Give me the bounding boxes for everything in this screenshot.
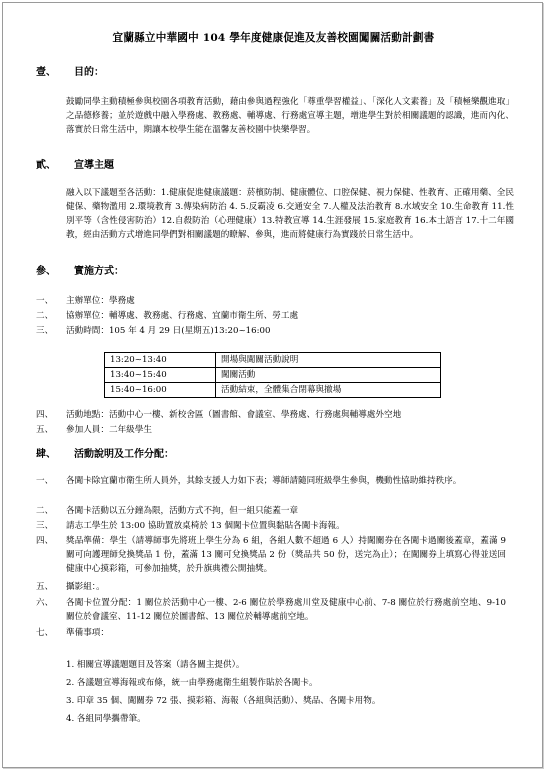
section-2-heading xyxy=(36,159,114,173)
activity-cell: 闖關活動 xyxy=(216,368,441,383)
list-item: 四、 活動地點：活動中心一樓、新校舍區（圖書館、會議室、學務處、行務處與輔導處外空地 xyxy=(36,410,402,420)
section-1-heading xyxy=(36,66,104,80)
section-1-body: 鼓勵同學主動積極參與校園各項教育活動，藉由參與過程強化「尊重學習權益」、「深化人文素養」及「積極樂觀進取」之品德修養；並於遊戲中融入學務處、教務處、輔導處、行務處宣導主題，增進學生對於相關議題的認識，進而內化、落實於日常生活中，期讓本校學生能在溫馨友善校園中快樂學習。 xyxy=(66,97,514,135)
list-item: 七、 準備事項： xyxy=(36,628,109,638)
schedule-table xyxy=(104,352,441,398)
section-title: 宣導主題 xyxy=(74,160,114,171)
section-number: 壹、 xyxy=(36,67,56,78)
section-title: 實施方式： xyxy=(74,266,124,277)
time-cell: 15:40~16:00 xyxy=(105,383,216,398)
table-row xyxy=(105,368,441,383)
list-item: 二、 協辦單位：輔導處、教務處、行務處、宜蘭市衛生所、勞工處 xyxy=(36,311,299,321)
prep-item: 2. 各議題宣導海報或布條，統一由學務處衛生組製作貼於各闖卡。 xyxy=(66,678,318,688)
table-row xyxy=(105,383,441,398)
list-item: 六、 各闖卡位置分配：1 關位於活動中心一樓、2-6 關位於學務處川堂及健康中心前、7-8 關位於行務處前空地、9-10 關位於會議室、11-12 關位於圖書館、13 關位於輔導處前空地。 xyxy=(36,598,506,622)
section-4-heading xyxy=(36,448,174,462)
list-item: 一、 各闖卡除宜蘭市衛生所人員外，其餘支援人力如下表；導師請隨同班級學生參與，機動性協助維持秩序。 xyxy=(36,476,462,486)
list-item: 三、 請志工學生於 13:00 協助置放桌椅於 13 個闖卡位置與黏貼各闖卡海報。 xyxy=(36,521,345,531)
list-item: 二、 各闖卡活動以五分鐘為限，活動方式不拘，但一組只能蓋一章 xyxy=(36,506,299,516)
section-number: 肆、 xyxy=(36,449,56,460)
document-title: 宜蘭縣立中華國中 104 學年度健康促進及友善校園闖關活動計劃書 xyxy=(112,32,435,44)
table-row xyxy=(105,353,441,368)
activity-cell: 活動結束，全體集合閉幕與撤場 xyxy=(216,383,441,398)
prep-item: 4. 各組同學攜帶筆。 xyxy=(66,714,146,724)
section-3-heading xyxy=(36,265,124,279)
section-2-body: 融入以下議題至各活動：1.健康促進健康議題：菸檳防制、健康體位、口腔保健、視力保健、性教育、正確用藥、全民健保、藥物濫用 2.環境教育 3.傳染病防治 4. 5.反霸凌 6.交通安全 7.人權及法治教育 8.水域安全 10.生命教育 11.性別平等（含性侵害防治）12.自殺防治（心理健康）13.特教宣導 14.生涯發展 15.家庭教育 16.本土語言 17.十二年國教，經由活動方式增進同學們對相關議題的瞭解、參與，進而將健康行為實踐於日常生活中。 xyxy=(66,188,514,240)
section-number: 貳、 xyxy=(36,160,56,171)
list-item: 四、 獎品準備：學生（請導師事先將班上學生分為 6 組，各組人數不超過 6 人）持闖關券在各闖卡過關後蓋章，蓋滿 9 關可向護理師兌換獎品 1 份，蓋滿 13 關可兌換獎品 2 份（獎品共 50 份，送完為止）；在闖關券上填寫心得並送回健康中心摸彩箱，可參加抽獎，於升旗典禮公開抽獎。 xyxy=(36,536,506,574)
list-item: 五、 參加人員：二年級學生 xyxy=(36,425,152,435)
list-item: 三、 活動時間：105 年 4 月 29 日(星期五)13:20~16:00 xyxy=(36,326,271,336)
section-title: 活動說明及工作分配： xyxy=(74,449,174,460)
time-cell: 13:20~13:40 xyxy=(105,353,216,368)
time-cell: 13:40~15:40 xyxy=(105,368,216,383)
prep-item: 3. 印章 35 個、闖關券 72 張、摸彩箱、海報（各組與活動）、獎品、各闖卡用物。 xyxy=(66,696,381,706)
list-item: 五、 攝影組：。 xyxy=(36,582,105,592)
activity-cell: 開場與闖關活動說明 xyxy=(216,353,441,368)
section-number: 參、 xyxy=(36,266,56,277)
section-title: 目的： xyxy=(74,67,104,78)
prep-item: 1. 相關宣導議題題目及答案（請各關主提供）。 xyxy=(66,660,245,670)
list-item: 一、 主辦單位：學務處 xyxy=(36,296,135,306)
